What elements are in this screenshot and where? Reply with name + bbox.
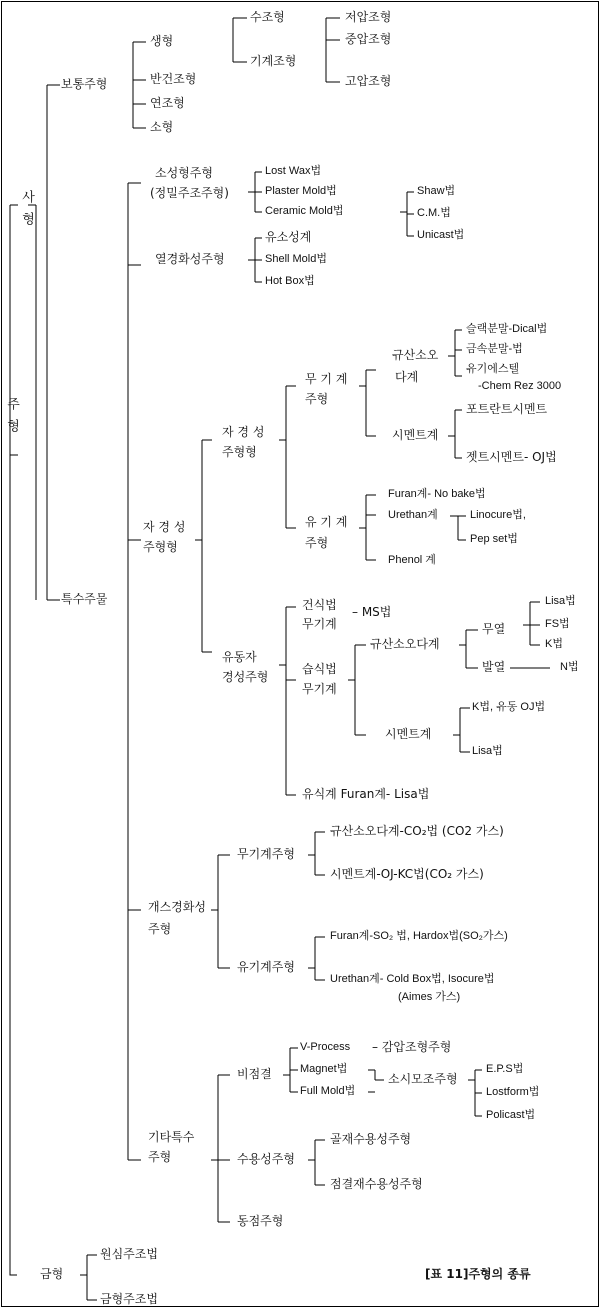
node-furan-nobake: Furan계- No bake법 [388, 488, 486, 500]
node-n: N법 [560, 661, 579, 673]
node-yeonjo: 연조형 [150, 96, 185, 110]
node-lisa1: Lisa법 [545, 595, 576, 607]
node-unicast: Unicast법 [417, 229, 465, 241]
node-gyusan2: 규산소오다계 [370, 637, 440, 651]
node-lostform: Lostform법 [486, 1086, 540, 1098]
node-wet: 습식법 [302, 662, 337, 676]
node-vprocess: V-Process [300, 1041, 351, 1053]
node-wet-sub: 무기계 [302, 682, 337, 696]
node-chemrez: -Chem Rez 3000 [478, 380, 562, 392]
node-gas: 개스경화성 [148, 900, 206, 914]
node-policast: Policast법 [486, 1109, 536, 1121]
node-dry: 건식법 [302, 598, 337, 612]
node-centrifugal: 원심주조법 [100, 1247, 158, 1261]
node-jagyeong2-sub: 주형형 [222, 445, 257, 459]
node-gyusan-sub: 다계 [395, 370, 419, 384]
node-soseong: 소성형주형 [155, 166, 213, 180]
node-balyeol: 발열 [482, 660, 506, 674]
node-gyusan: 규산소오 [392, 348, 439, 362]
node-bangeon: 반건조형 [150, 72, 197, 86]
node-phenol: Phenol 계 [388, 554, 436, 566]
node-ester: 유기에스텔 [466, 363, 520, 375]
node-pepset: Pep set법 [470, 533, 518, 545]
root-ju: 주 [4, 397, 19, 410]
node-shell: Shell Mold법 [265, 253, 327, 265]
node-dry-sub: 무기계 [302, 617, 337, 631]
node-linocure: Linocure법, [470, 509, 526, 521]
node-aimes: (Aimes 가스) [398, 991, 461, 1003]
node-plaster: Plaster Mold법 [265, 185, 337, 197]
node-jagyeong2: 자 경 성 [222, 425, 265, 439]
node-lisa2: Lisa법 [472, 745, 503, 757]
node-yugi-sub: 주형 [305, 536, 329, 550]
node-slag: 슬랙분말-Dical법 [466, 323, 548, 335]
node-sosimo: 소시모조주형 [388, 1072, 458, 1086]
node-mugi: 무 기 계 [305, 372, 348, 386]
node-jagyeong: 자 경 성 [143, 520, 186, 534]
node-gigyejo: 기계조형 [250, 54, 297, 68]
node-shaw: Shaw법 [417, 185, 456, 197]
node-mugi-sub: 주형 [305, 392, 329, 406]
node-jungap: 중압조형 [345, 32, 392, 46]
node-yugi: 유 기 계 [305, 515, 348, 529]
node-urethane: Urethan계 [388, 509, 438, 521]
root-sa: 사 [19, 190, 34, 203]
node-other: 기타특수 [148, 1130, 195, 1144]
node-soseong-sub: (정밀주조주형) [150, 186, 229, 200]
node-jeom: 점결재수용성주형 [330, 1177, 423, 1191]
node-hotbox: Hot Box법 [265, 275, 315, 287]
node-bijeom: 비점결 [237, 1067, 272, 1081]
node-fluid: 유동자 [222, 650, 257, 664]
node-sujo: 수조형 [250, 10, 285, 24]
node-k: K법 [545, 638, 563, 650]
node-sohyeong: 소형 [150, 120, 174, 134]
node-special: 특수주물 [61, 592, 108, 606]
node-yeolgyeong: 열경화성주형 [155, 252, 225, 266]
node-fs: FS법 [545, 618, 570, 630]
node-ceramic: Ceramic Mold법 [265, 205, 344, 217]
node-magnet: Magnet법 [300, 1063, 348, 1075]
node-jagyeong-sub: 주형형 [143, 540, 178, 554]
node-so2: Furan계-SO₂ 법, Hardox법(SO₂가스) [330, 930, 508, 942]
node-co2-a: 규산소오다계-CO₂법 (CO2 가스) [330, 824, 504, 838]
node-oil-furan: 유식계 Furan계- Lisa법 [302, 787, 430, 801]
node-k-oj: K법, 유동 OJ법 [472, 701, 546, 713]
node-jet: 젯트시멘트- OJ법 [466, 450, 557, 464]
node-gas-sub: 주형 [148, 922, 172, 936]
node-goap: 고압조형 [345, 74, 392, 88]
node-botong: 보통주형 [61, 77, 108, 91]
node-coldbox: Urethan계- Cold Box법, Isocure법 [330, 973, 495, 985]
node-fluid-sub: 경성주형 [222, 670, 269, 684]
root-hyeong: 형 [19, 212, 34, 225]
node-dongjeom: 동점주형 [237, 1214, 284, 1228]
node-ms: – MS법 [352, 605, 392, 619]
node-portland: 포트란트시멘트 [466, 402, 548, 416]
node-cement2: 시멘트계 [385, 727, 432, 741]
node-gas-yugi: 유기계주형 [237, 960, 295, 974]
node-saenghyeong: 생형 [150, 34, 174, 48]
node-gas-mugi: 무기계주형 [237, 847, 295, 861]
node-vacuum: – 감압조형주형 [372, 1040, 452, 1054]
node-lostwax: Lost Wax법 [265, 165, 322, 177]
node-die-casting: 금형주조법 [100, 1292, 158, 1306]
node-metal-mold: 금형 [40, 1267, 64, 1281]
node-cm: C.M.법 [417, 207, 451, 219]
node-co2-b: 시멘트계-OJ-KC법(CO₂ 가스) [330, 867, 484, 881]
root-hyeong2: 형 [4, 419, 19, 432]
node-muyeol: 무열 [482, 622, 506, 636]
node-suyong: 수용성주형 [237, 1152, 295, 1166]
node-gol: 골재수용성주형 [330, 1132, 412, 1146]
node-cement1: 시멘트계 [392, 428, 439, 442]
node-metal-powder: 금속분말-법 [466, 343, 523, 355]
node-eps: E.P.S법 [486, 1063, 524, 1075]
node-jeoap: 저압조형 [345, 10, 392, 24]
figure-caption: [표 11]주형의 종류 [425, 1267, 531, 1281]
node-other-sub: 주형 [148, 1150, 172, 1164]
node-fullmold: Full Mold법 [300, 1085, 356, 1097]
node-yuso: 유소성계 [265, 230, 312, 244]
